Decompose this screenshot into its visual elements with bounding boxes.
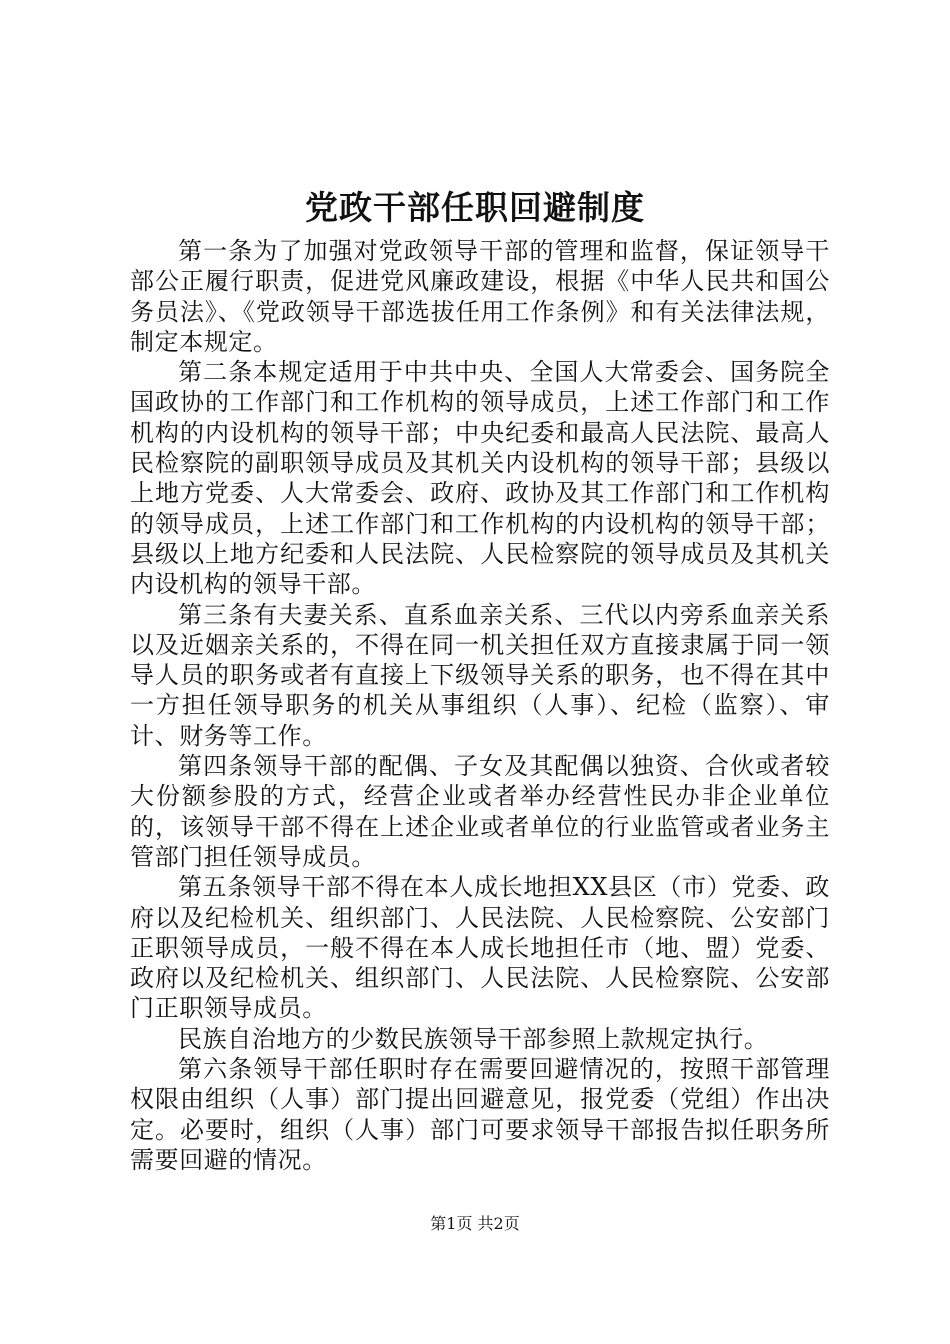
document-title: 党政干部任职回避制度 bbox=[305, 188, 645, 227]
paragraph-article-4: 第四条领导干部的配偶、子女及其配偶以独资、合伙或者较大份额参股的方式，经营企业或者举办经营性民办非企业单位的，该领导干部不得在上述企业或者单位的行业监管或者业务主管部门担任领导成员。 bbox=[130, 752, 830, 871]
paragraph-article-1: 第一条为了加强对党政领导干部的管理和监督，保证领导干部公正履行职责，促进党风廉政建设，根据《中华人民共和国公务员法》、《党政领导干部选拔任用工作条例》和有关法律法规，制定本规定。 bbox=[130, 237, 830, 356]
paragraph-article-5: 第五条领导干部不得在本人成长地担XX县区（市）党委、政府以及纪检机关、组织部门、人民法院、人民检察院、公安部门正职领导成员，一般不得在本人成长地担任市（地、盟）党委、政府以及纪检机关、组织部门、人民法院、人民检察院、公安部门正职领导成员。 bbox=[130, 873, 830, 1023]
page-number-footer: 第1页 共2页 bbox=[430, 1214, 520, 1233]
document-body bbox=[130, 236, 830, 1175]
paragraph-article-3: 第三条有夫妻关系、直系血亲关系、三代以内旁系血亲关系以及近姻亲关系的，不得在同一机关担任双方直接隶属于同一领导人员的职务或者有直接上下级领导关系的职务，也不得在其中一方担任领导职务的机关从事组织（人事）、纪检（监察）、审计、财务等工作。 bbox=[130, 600, 830, 750]
paragraph-article-5-note: 民族自治地方的少数民族领导干部参照上款规定执行。 bbox=[178, 1024, 769, 1053]
paragraph-article-6: 第六条领导干部任职时存在需要回避情况的，按照干部管理权限由组织（人事）部门提出回避意见，报党委（党组）作出决定。必要时，组织（人事）部门可要求领导干部报告拟任职务所需要回避的情况。 bbox=[130, 1055, 830, 1174]
paragraph-article-2: 第二条本规定适用于中共中央、全国人大常委会、国务院全国政协的工作部门和工作机构的领导成员，上述工作部门和工作机构的内设机构的领导干部；中央纪委和最高人民法院、最高人民检察院的副职领导成员及其机关内设机构的领导干部；县级以上地方党委、人大常委会、政府、政协及其工作部门和工作机构的领导成员，上述工作部门和工作机构的内设机构的领导干部；县级以上地方纪委和人民法院、人民检察院的领导成员及其机关内设机构的领导干部。 bbox=[130, 358, 830, 599]
